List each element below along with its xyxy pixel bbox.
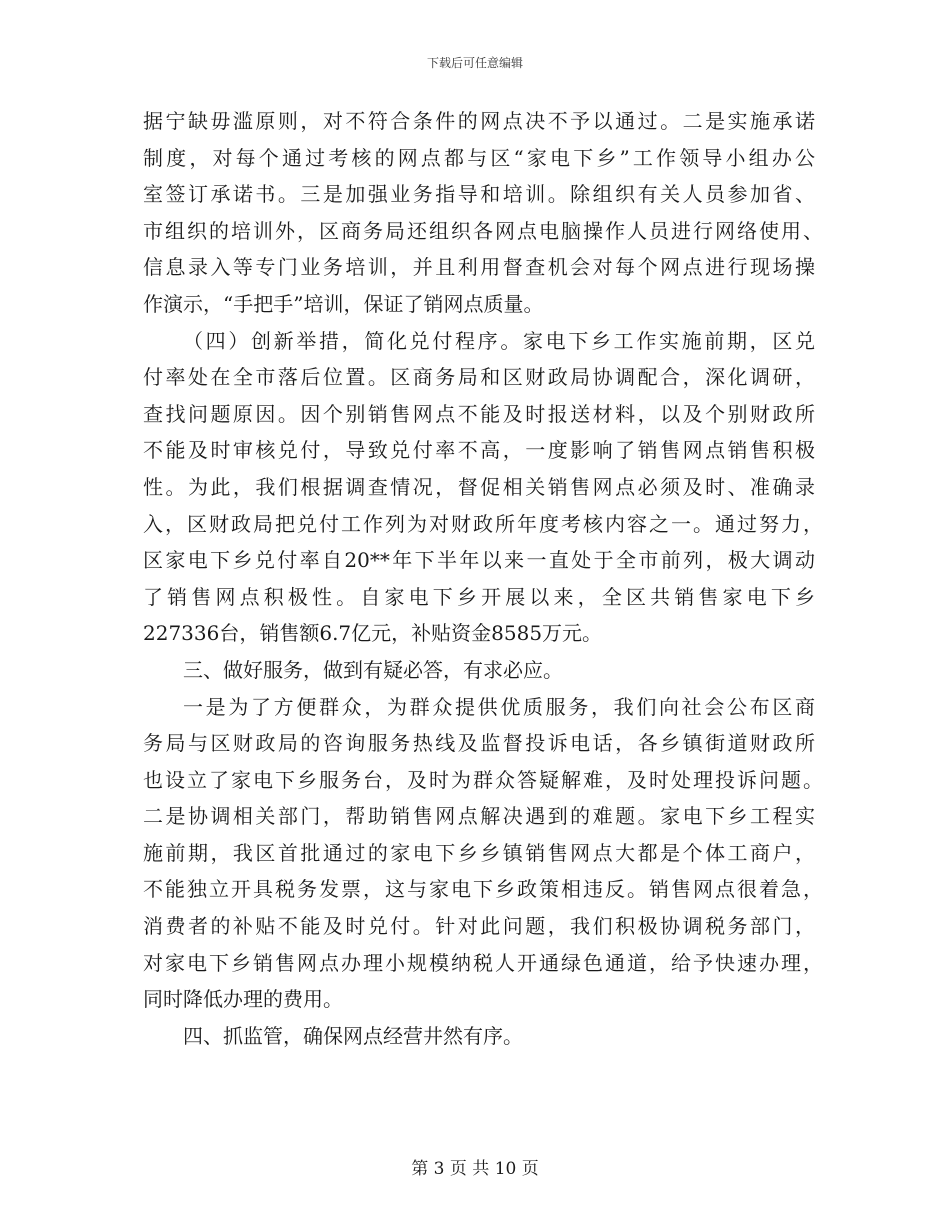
body-line: 不能独立开具税务发票，这与家电下乡政策相违反。销售网点很着急， bbox=[143, 877, 823, 902]
body-line: 区家电下乡兑付率自20**年下半年以来一直处于全市前列，极大调动 bbox=[143, 548, 815, 573]
body-line: 不能及时审核兑付，导致兑付率不高，一度影响了销售网点销售积极 bbox=[143, 438, 815, 463]
body-line: 付率处在全市落后位置。区商务局和区财政局协调配合，深化调研， bbox=[143, 365, 815, 390]
body-line: 据宁缺毋滥原则，对不符合条件的网点决不予以通过。二是实施承诺 bbox=[143, 109, 815, 133]
body-line: 消费者的补贴不能及时兑付。针对此问题，我们积极协调税务部门， bbox=[143, 914, 815, 939]
body-line: 施前期，我区首批通过的家电下乡乡镇销售网点大都是个体工商户， bbox=[143, 840, 815, 865]
body-line: 入，区财政局把兑付工作列为对财政所年度考核内容之一。通过努力， bbox=[143, 511, 823, 536]
body-line: 一是为了方便群众，为群众提供优质服务，我们向社会公布区商 bbox=[183, 694, 815, 719]
body-line: 同时降低办理的费用。 bbox=[143, 987, 343, 1012]
section-heading-line: 四、抓监管，确保网点经营井然有序。 bbox=[183, 1023, 523, 1048]
page-number-footer: 第 3 页 共 10 页 bbox=[411, 1159, 539, 1179]
body-line: 室签订承诺书。三是加强业务指导和培训。除组织有关人员参加省、 bbox=[143, 182, 815, 207]
body-line: 制度，对每个通过考核的网点都与区“家电下乡”工作领导小组办公 bbox=[143, 145, 815, 170]
body-line: 二是协调相关部门，帮助销售网点解决遇到的难题。家电下乡工程实 bbox=[143, 804, 815, 829]
page-header-note: 下载后可任意编辑 bbox=[426, 56, 523, 70]
section-heading-line: （四）创新举措，简化兑付程序。家电下乡工作实施前期，区兑 bbox=[183, 328, 815, 353]
body-line: 227336台，销售额6.7亿元，补贴资金8585万元。 bbox=[143, 621, 603, 646]
body-line: 查找问题原因。因个别销售网点不能及时报送材料，以及个别财政所 bbox=[143, 401, 815, 426]
body-line: 性。为此，我们根据调查情况，督促相关销售网点必须及时、准确录 bbox=[143, 474, 815, 499]
body-line: 对家电下乡销售网点办理小规模纳税人开通绿色通道，给予快速办理， bbox=[143, 950, 823, 975]
body-line: 作演示，“手把手”培训，保证了销网点质量。 bbox=[143, 291, 544, 316]
document-body bbox=[143, 103, 823, 1054]
body-line: 务局与区财政局的咨询服务热线及监督投诉电话，各乡镇街道财政所 bbox=[143, 731, 815, 756]
body-line: 也设立了家电下乡服务台，及时为群众答疑解难，及时处理投诉问题。 bbox=[143, 767, 823, 792]
body-line: 信息录入等专门业务培训，并且利用督查机会对每个网点进行现场操 bbox=[143, 255, 815, 280]
body-line: 市组织的培训外，区商务局还组织各网点电脑操作人员进行网络使用、 bbox=[143, 218, 823, 243]
section-heading-line: 三、做好服务，做到有疑必答，有求必应。 bbox=[183, 657, 563, 682]
body-line: 了销售网点积极性。自家电下乡开展以来，全区共销售家电下乡 bbox=[143, 584, 815, 609]
